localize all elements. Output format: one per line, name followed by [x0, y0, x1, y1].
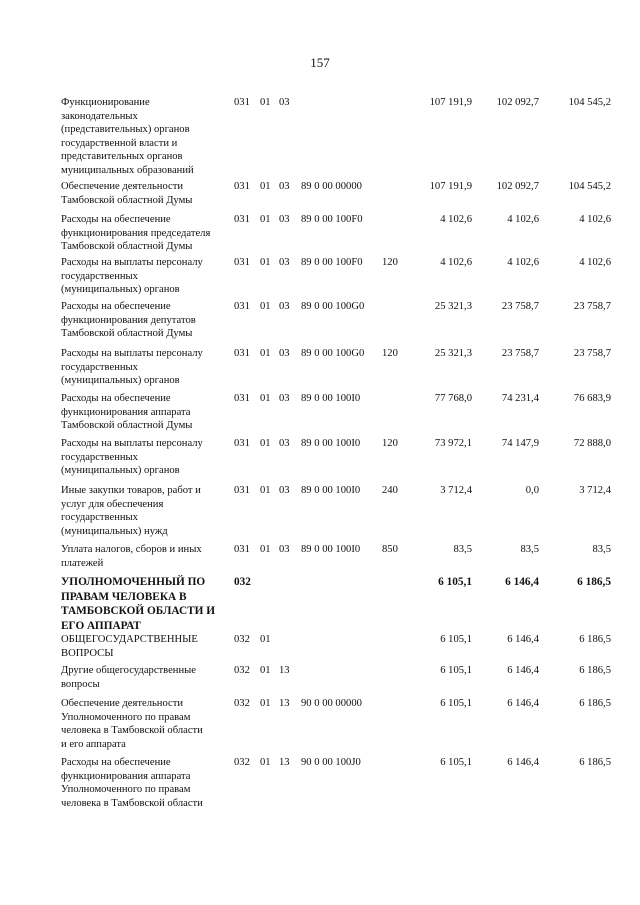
row-vr: 240	[382, 485, 398, 496]
row-value-2025: 76 683,9	[573, 393, 611, 404]
row-value-2025: 83,5	[592, 544, 611, 555]
row-value-2025: 23 758,7	[573, 348, 611, 359]
row-vr: 120	[382, 348, 398, 359]
row-name: Расходы на выплаты персоналу государственных (муниципальных) органов	[61, 438, 203, 477]
row-pr: 03	[279, 544, 290, 555]
row-name: ОБЩЕГОСУДАРСТВЕННЫЕ ВОПРОСЫ	[61, 634, 198, 659]
row-name: Другие общегосударственные вопросы	[61, 665, 196, 690]
row-name: Иные закупки товаров, работ и услуг для обеспечения государственных (муниципальных) нужд	[61, 485, 201, 537]
row-csr: 89 0 00 100G0	[301, 348, 365, 359]
row-ved: 031	[234, 393, 250, 404]
row-ved: 031	[234, 301, 250, 312]
row-value-2025: 3 712,4	[579, 485, 611, 496]
row-ved: 031	[234, 214, 250, 225]
row-value-2025: 4 102,6	[579, 257, 611, 268]
row-value-2025: 104 545,2	[568, 97, 611, 108]
row-name: Обеспечение деятельности Тамбовской областной Думы	[61, 181, 193, 206]
row-value-2023: 6 105,1	[438, 576, 472, 588]
row-pr: 03	[279, 214, 290, 225]
row-value-2024: 6 146,4	[507, 698, 539, 709]
row-ved: 032	[234, 634, 250, 645]
row-name: Расходы на обеспечение функционирования председателя Тамбовской областной Думы	[61, 214, 211, 253]
row-pr: 03	[279, 485, 290, 496]
page-number: 157	[310, 55, 330, 70]
row-name: Расходы на выплаты персоналу государственных (муниципальных) органов	[61, 257, 203, 296]
row-ved: 032	[234, 757, 250, 768]
row-rz: 01	[260, 544, 271, 555]
row-value-2024: 74 147,9	[501, 438, 539, 449]
row-vr: 120	[382, 438, 398, 449]
row-value-2024: 102 092,7	[496, 97, 539, 108]
row-name: Расходы на обеспечение функционирования депутатов Тамбовской областной Думы	[61, 301, 196, 340]
row-csr: 89 0 00 100G0	[301, 301, 365, 312]
row-rz: 01	[260, 438, 271, 449]
row-value-2025: 6 186,5	[579, 757, 611, 768]
row-csr: 89 0 00 100I0	[301, 544, 361, 555]
row-rz: 01	[260, 181, 271, 192]
row-name: Функционирование законодательных (представительных) органов государственной власти и представительных органов муниципальных образований	[61, 97, 194, 176]
row-value-2023: 6 105,1	[440, 757, 472, 768]
row-value-2025: 4 102,6	[579, 214, 611, 225]
row-value-2023: 107 191,9	[429, 97, 472, 108]
row-name: Расходы на обеспечение функционирования аппарата Уполномоченного по правам человека в Тамбовской области	[61, 757, 203, 809]
row-value-2023: 25 321,3	[434, 348, 472, 359]
row-rz: 01	[260, 698, 271, 709]
row-csr: 89 0 00 100F0	[301, 257, 363, 268]
row-ved: 031	[234, 257, 250, 268]
row-ved: 031	[234, 97, 250, 108]
row-name: Расходы на обеспечение функционирования аппарата Тамбовской областной Думы	[61, 393, 193, 432]
row-rz: 01	[260, 301, 271, 312]
row-rz: 01	[260, 97, 271, 108]
row-ved: 031	[234, 485, 250, 496]
row-value-2023: 6 105,1	[440, 665, 472, 676]
row-pr: 03	[279, 301, 290, 312]
row-ved: 032	[234, 576, 251, 588]
row-vr: 850	[382, 544, 398, 555]
row-name: Уплата налогов, сборов и иных платежей	[61, 544, 202, 569]
row-value-2023: 3 712,4	[440, 485, 472, 496]
row-vr: 120	[382, 257, 398, 268]
row-name: УПОЛНОМОЧЕННЫЙ ПО ПРАВАМ ЧЕЛОВЕКА В ТАМБОВСКОЙ ОБЛАСТИ И ЕГО АППАРАТ	[61, 576, 216, 632]
row-value-2025: 23 758,7	[573, 301, 611, 312]
row-pr: 13	[279, 665, 290, 676]
row-value-2024: 6 146,4	[507, 757, 539, 768]
row-csr: 90 0 00 00000	[301, 698, 362, 709]
row-value-2024: 74 231,4	[501, 393, 539, 404]
row-value-2024: 0,0	[525, 485, 539, 496]
row-value-2025: 6 186,5	[579, 698, 611, 709]
row-pr: 03	[279, 348, 290, 359]
row-value-2023: 73 972,1	[434, 438, 472, 449]
row-rz: 01	[260, 348, 271, 359]
row-pr: 03	[279, 181, 290, 192]
row-rz: 01	[260, 257, 271, 268]
row-rz: 01	[260, 214, 271, 225]
row-value-2025: 6 186,5	[577, 576, 611, 588]
row-ved: 032	[234, 698, 250, 709]
row-csr: 89 0 00 00000	[301, 181, 362, 192]
row-rz: 01	[260, 634, 271, 645]
row-pr: 13	[279, 698, 290, 709]
row-value-2023: 25 321,3	[434, 301, 472, 312]
row-value-2023: 6 105,1	[440, 634, 472, 645]
row-ved: 031	[234, 181, 250, 192]
row-pr: 13	[279, 757, 290, 768]
row-value-2025: 104 545,2	[568, 181, 611, 192]
row-pr: 03	[279, 97, 290, 108]
row-value-2024: 6 146,4	[507, 665, 539, 676]
row-value-2023: 4 102,6	[440, 214, 472, 225]
row-rz: 01	[260, 485, 271, 496]
row-value-2025: 72 888,0	[573, 438, 611, 449]
row-value-2024: 23 758,7	[501, 301, 539, 312]
row-value-2023: 77 768,0	[434, 393, 472, 404]
row-value-2024: 102 092,7	[496, 181, 539, 192]
row-rz: 01	[260, 665, 271, 676]
row-rz: 01	[260, 757, 271, 768]
row-rz: 01	[260, 393, 271, 404]
row-ved: 031	[234, 544, 250, 555]
row-value-2024: 83,5	[520, 544, 539, 555]
row-pr: 03	[279, 438, 290, 449]
row-name: Расходы на выплаты персоналу государственных (муниципальных) органов	[61, 348, 203, 387]
row-csr: 89 0 00 100I0	[301, 393, 361, 404]
row-value-2024: 6 146,4	[507, 634, 539, 645]
row-csr: 89 0 00 100I0	[301, 485, 361, 496]
row-value-2025: 6 186,5	[579, 665, 611, 676]
row-name: Обеспечение деятельности Уполномоченного по правам человека в Тамбовской области и его аппарата	[61, 698, 203, 750]
row-value-2024: 4 102,6	[507, 214, 539, 225]
row-pr: 03	[279, 257, 290, 268]
row-value-2023: 83,5	[453, 544, 472, 555]
row-ved: 031	[234, 348, 250, 359]
row-ved: 032	[234, 665, 250, 676]
row-pr: 03	[279, 393, 290, 404]
row-csr: 89 0 00 100F0	[301, 214, 363, 225]
row-csr: 89 0 00 100I0	[301, 438, 361, 449]
row-value-2023: 6 105,1	[440, 698, 472, 709]
row-value-2023: 107 191,9	[429, 181, 472, 192]
row-value-2025: 6 186,5	[579, 634, 611, 645]
row-ved: 031	[234, 438, 250, 449]
row-value-2024: 23 758,7	[501, 348, 539, 359]
row-value-2024: 6 146,4	[505, 576, 539, 588]
row-value-2023: 4 102,6	[440, 257, 472, 268]
row-csr: 90 0 00 100J0	[301, 757, 361, 768]
row-value-2024: 4 102,6	[507, 257, 539, 268]
